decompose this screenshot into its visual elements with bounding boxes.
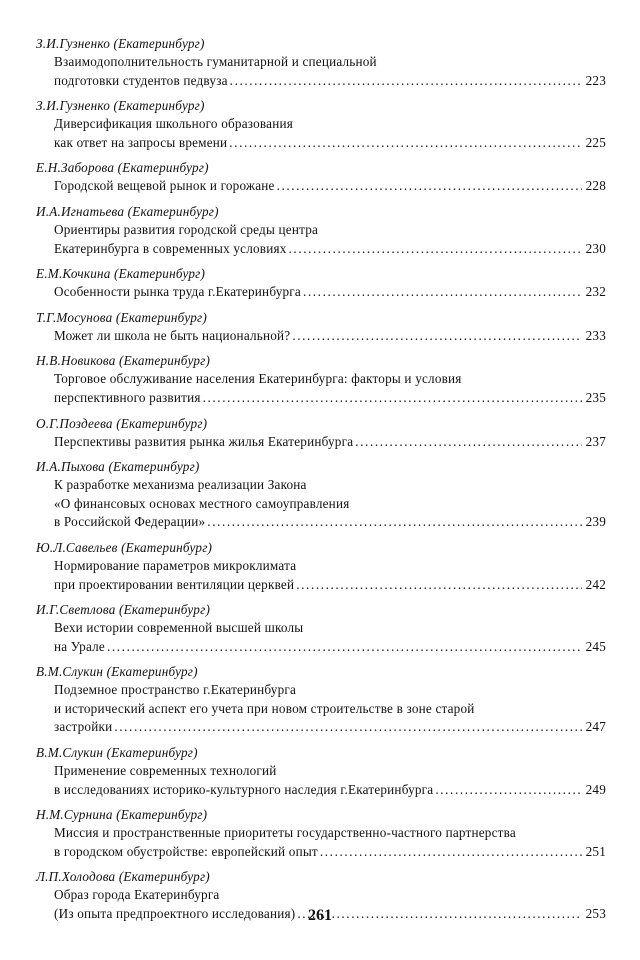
toc-entry-final-line xyxy=(54,389,606,408)
toc-entry-page-number: 239 xyxy=(585,514,606,530)
toc-entry-final-line xyxy=(54,134,606,153)
toc-entry-page-number: 223 xyxy=(585,72,606,88)
toc-entry-title-line: Городской вещевой рынок и горожане xyxy=(54,178,275,194)
toc-entry-final-line xyxy=(54,638,606,657)
toc-entry-page-number: 251 xyxy=(585,843,606,859)
toc-entry-title-line: Торговое обслуживание населения Екатеринбурга: факторы и условия xyxy=(54,371,462,387)
toc-entry-title-line: Ориентиры развития городской среды центра xyxy=(54,221,319,237)
dot-leader xyxy=(207,513,581,532)
toc-entry-author: И.А.Пыхова (Екатеринбург) xyxy=(36,459,200,475)
toc-entry-title-line: Образ города Екатеринбурга xyxy=(54,887,220,903)
toc-entry xyxy=(36,264,606,302)
toc-entry-author: З.И.Гузненко (Екатеринбург) xyxy=(36,98,205,114)
toc-entry-author: И.Г.Светлова (Екатеринбург) xyxy=(36,602,211,618)
dot-leader xyxy=(230,72,582,91)
toc-entry-title-line: в городском обустройстве: европейский опыт xyxy=(54,843,318,859)
dot-leader xyxy=(229,134,581,153)
toc-entry-title xyxy=(54,115,606,152)
toc-entry-title-line: Перспективы развития рынка жилья Екатеринбурга xyxy=(54,433,354,449)
toc-entry-final-line xyxy=(54,843,606,862)
toc-entry-title-line: застройки xyxy=(54,719,113,735)
toc-entry-title-line: как ответ на запросы времени xyxy=(54,134,228,150)
toc-entry-author: Н.В.Новикова (Екатеринбург) xyxy=(36,353,211,369)
toc-entry xyxy=(36,34,606,90)
toc-entry xyxy=(36,202,606,258)
toc-entry-title-line: Вехи истории современной высшей школы xyxy=(54,620,304,636)
toc-entry-author: Т.Г.Мосунова (Екатеринбург) xyxy=(36,309,207,325)
toc-entry-final-line xyxy=(54,718,606,737)
toc-entry-author: Л.П.Холодова (Екатеринбург) xyxy=(36,869,210,885)
toc-entry-title-line: при проектировании вентиляции церквей xyxy=(54,576,295,592)
toc-entry-title-line: на Урале xyxy=(54,638,105,654)
toc-entry-title xyxy=(54,370,606,407)
toc-entry-author: Е.М.Кочкина (Екатеринбург) xyxy=(36,266,206,282)
toc-entry-title xyxy=(54,824,606,861)
toc-entry-author: И.А.Игнатьева (Екатеринбург) xyxy=(36,203,219,219)
toc-entry-title xyxy=(54,433,606,452)
page-number: 261 xyxy=(308,907,332,924)
toc-entry-title-line: Диверсификация школьного образования xyxy=(54,116,293,132)
dot-leader xyxy=(355,433,581,452)
dot-leader xyxy=(292,327,581,346)
toc-entry-page-number: 232 xyxy=(585,284,606,300)
toc-entry-title-line: Миссия и пространственные приоритеты государственно-частного партнерства xyxy=(54,825,516,841)
toc-entry xyxy=(36,457,606,532)
toc-entry-title-line: Может ли школа не быть национальной? xyxy=(54,327,291,343)
toc-entry-title-line: в исследованиях историко-культурного наследия г.Екатеринбурга xyxy=(54,781,434,797)
dot-leader xyxy=(203,389,582,408)
toc-entry-title-line: подготовки студентов педвуза xyxy=(54,72,228,88)
toc-entry xyxy=(36,600,606,656)
toc-entry-author: Н.М.Сурнина (Екатеринбург) xyxy=(36,807,208,823)
toc-entry-author: В.М.Слукин (Екатеринбург) xyxy=(36,745,198,761)
toc-entry-title-line: «О финансовых основах местного самоуправления xyxy=(54,495,350,511)
toc-entry-final-line xyxy=(54,513,606,532)
toc-entry-title-line: в Российской Федерации» xyxy=(54,514,206,530)
toc-entry-final-line xyxy=(54,781,606,800)
toc-entry-title xyxy=(54,53,606,90)
toc-entry-final-line xyxy=(54,177,606,196)
table-of-contents xyxy=(36,34,606,930)
toc-entry-author: Ю.Л.Савельев (Екатеринбург) xyxy=(36,539,213,555)
dot-leader xyxy=(435,781,581,800)
toc-entry-title-line: (Из опыта предпроектного исследования) xyxy=(54,906,296,922)
toc-entry-author: В.М.Слукин (Екатеринбург) xyxy=(36,664,198,680)
toc-entry-title-line: Екатеринбурга в современных условиях xyxy=(54,240,287,256)
toc-entry-page-number: 235 xyxy=(585,389,606,405)
dot-leader xyxy=(289,240,582,259)
toc-entry-author: Е.Н.Заборова (Екатеринбург) xyxy=(36,160,209,176)
toc-entry-title xyxy=(54,557,606,594)
toc-entry-title-line: Подземное пространство г.Екатеринбурга xyxy=(54,682,297,698)
toc-entry-page-number: 225 xyxy=(585,134,606,150)
toc-entry-title xyxy=(54,327,606,346)
toc-entry-author: З.И.Гузненко (Екатеринбург) xyxy=(36,36,205,51)
dot-leader xyxy=(296,576,581,595)
toc-entry-author: О.Г.Поздеева (Екатеринбург) xyxy=(36,415,208,431)
toc-entry-title-line: перспективного развития xyxy=(54,389,201,405)
toc-entry-final-line xyxy=(54,240,606,259)
toc-entry-final-line xyxy=(54,283,606,302)
toc-entry-title xyxy=(54,619,606,656)
toc-entry xyxy=(36,805,606,861)
toc-entry-title-line: К разработке механизма реализации Закона xyxy=(54,477,307,493)
dot-leader xyxy=(303,283,582,302)
toc-entry-title-line: Применение современных технологий xyxy=(54,763,277,779)
toc-entry xyxy=(36,158,606,196)
toc-entry-page-number: 242 xyxy=(585,576,606,592)
toc-entry-page-number: 249 xyxy=(585,781,606,797)
toc-entry-final-line xyxy=(54,433,606,452)
toc-entry-title-line: и исторический аспект его учета при новом строительстве в зоне старой xyxy=(54,700,475,716)
toc-entry xyxy=(36,308,606,346)
toc-entry-title xyxy=(54,476,606,532)
toc-entry xyxy=(36,662,606,737)
toc-entry-page-number: 230 xyxy=(585,240,606,256)
toc-entry-title xyxy=(54,221,606,258)
toc-entry-page-number: 237 xyxy=(585,433,606,449)
toc-entry-title xyxy=(54,283,606,302)
toc-entry xyxy=(36,96,606,152)
toc-entry xyxy=(36,414,606,452)
dot-leader xyxy=(107,638,582,657)
toc-entry-title xyxy=(54,681,606,737)
toc-entry-page-number: 245 xyxy=(585,638,606,654)
toc-entry-title-line: Особенности рынка труда г.Екатеринбурга xyxy=(54,284,301,300)
toc-entry xyxy=(36,351,606,407)
toc-entry-title xyxy=(54,177,606,196)
toc-entry-title-line: Нормирование параметров микроклимата xyxy=(54,557,297,573)
toc-entry-title xyxy=(54,762,606,799)
toc-entry-page-number: 247 xyxy=(585,719,606,735)
toc-entry-title-line: Взаимодополнительность гуманитарной и специальной xyxy=(54,54,377,69)
dot-leader xyxy=(320,843,582,862)
dot-leader xyxy=(114,718,581,737)
toc-entry-final-line xyxy=(54,576,606,595)
toc-entry-final-line xyxy=(54,72,606,91)
toc-entry-page-number: 233 xyxy=(585,327,606,343)
toc-entry xyxy=(36,743,606,799)
toc-entry-final-line xyxy=(54,327,606,346)
toc-entry-page-number: 228 xyxy=(585,178,606,194)
toc-entry-page-number: 253 xyxy=(585,906,606,922)
toc-entry xyxy=(36,538,606,594)
dot-leader xyxy=(277,177,582,196)
